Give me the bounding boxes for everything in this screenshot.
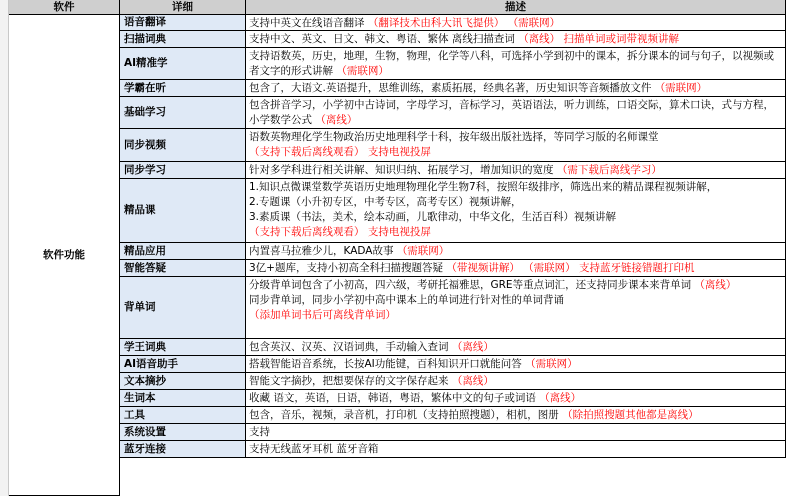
feature-description [246,441,786,458]
description-text: 收藏 语文，英语，日语，韩语，粤语，繁体中文的句子或词语 [249,392,540,404]
note-text: （需联网） [523,262,576,274]
feature-name [120,48,246,80]
feature-name [120,260,246,277]
note-text: （添加单词书后可离线背单词） [249,309,396,321]
note-text: （需联网） [507,17,561,29]
feature-description [246,407,786,424]
feature-description [246,31,786,48]
feature-description [246,48,786,80]
description-text: 包含，音乐，视频，录音机，打印机（支持拍照搜题），相机，图册 [249,409,563,421]
feature-name [120,407,246,424]
feature-name-text: 学王词典 [124,340,166,353]
header-detail: 详细 [120,0,246,15]
note-text: （除拍照搜题其他都是离线） [562,409,699,421]
feature-name [120,441,246,458]
feature-description [246,243,786,260]
note-text: 支持电视投屏 [367,146,431,158]
feature-name-text: 智能答疑 [124,261,166,274]
description-text: 分级背单词包含了小初高，四六级，考研托福雅思，GRE等重点词汇，还支持同步课本来背单词 [249,279,695,291]
feature-name [120,80,246,97]
note-text: （需联网） [396,245,450,257]
feature-name [120,243,246,260]
feature-description [246,162,786,179]
note-text: 支持蓝牙链接错题打印机 [579,262,695,274]
feature-name [120,390,246,407]
feature-description [246,424,786,441]
feature-description [246,129,786,162]
note-text: （离线） [539,392,582,404]
sheet-left-gutter [0,0,9,496]
note-text: （离线） [315,114,358,126]
description-text: 内置喜马拉雅少儿，KADA故事 [249,245,397,257]
feature-name-text: 工具 [124,408,145,421]
description-text: 3亿+题库，支持小初高全科扫描搜题答疑 [249,262,447,274]
note-text: （需下载后离线学习） [556,164,662,176]
description-text: 智能文字摘抄，把想要保存的文字保存起来 [249,375,452,387]
feature-name-text: 精品应用 [124,244,166,257]
feature-name-text: 扫描词典 [124,32,166,45]
feature-name [120,356,246,373]
feature-name-text: 同步学习 [124,163,166,176]
feature-description [246,97,786,129]
note-text: （支持下载后离线观看） [249,226,365,238]
feature-name-text: 基础学习 [124,106,166,118]
feature-name [120,339,246,356]
description-text: 语数英物理化学生物政治历史地理科学十科，按年级出版社选择，等同学习版的名师课堂 [249,131,659,143]
feature-name [120,373,246,390]
feature-name-text: 蓝牙连接 [124,442,166,455]
feature-name [120,129,246,162]
description-text: 包含英汉、汉英、汉语词典，手动输入查词 [249,341,452,353]
description-text: 同步背单词，同步小学初中高中课本上的单词进行针对性的单词背诵 [249,294,564,306]
feature-name [120,162,246,179]
note-text: （翻译技术由科大讯飞提供） [367,17,505,29]
category-cell: 软件功能 [9,15,120,496]
feature-name-text: AI精准学 [124,57,168,69]
note-text: （需联网） [336,65,389,77]
description-text: 支持 [249,426,270,438]
feature-name [120,277,246,339]
description-text: 支持无线蓝牙耳机 蓝牙音箱 [249,443,379,455]
feature-description [246,356,786,373]
feature-name [120,424,246,441]
feature-name [120,97,246,129]
feature-name-text: 背单词 [124,301,156,313]
feature-description [246,15,786,31]
note-text: （离线） [451,341,494,353]
feature-name-text: 生词本 [124,391,156,404]
header-software: 软件 [9,0,120,15]
feature-description [246,260,786,277]
feature-name [120,179,246,243]
description-text: 包含了，大语文.英语提升，思维训练，素质拓展，经典名著，历史知识等音频播放文件 [249,82,655,94]
note-text: （离线） [518,33,561,45]
feature-name-text: 精品课 [124,204,156,216]
description-text: 3.素质课（书法，美术，绘本动画，儿歌律动，中华文化，生活百科）视频讲解 [249,211,617,223]
description-text: 搭载智能语音系统，长按AI功能键，百科知识开口就能问答 [249,358,526,370]
note-text: （离线） [451,375,494,387]
description-text: 支持语数英，历史，地理，生物，物理，化学等八科，可选择小学到初中的课本，拆分课本的词与句子，以视频或者文字的形式讲解 [249,50,774,77]
header-description: 描述 [246,0,786,15]
feature-name-text: AI语音助手 [124,357,179,370]
description-text: 支持中英文在线语音翻译 [249,17,368,29]
feature-name-text: 同步视频 [124,138,166,151]
feature-name-text: 系统设置 [124,425,166,438]
feature-description [246,373,786,390]
description-text: 针对多学科进行相关讲解、知识归纳、拓展学习，增加知识的宽度 [249,164,557,176]
feature-description [246,390,786,407]
note-text: （需联网） [654,82,708,94]
feature-name-text: 语音翻译 [124,16,166,28]
feature-description [246,80,786,97]
note-text: （需联网） [525,358,578,370]
feature-name [120,15,246,31]
note-text: （离线） [694,279,737,291]
description-text: 1.知识点微课堂数学英语历史地理物理化学生物7科，按照年级排序，筛选出来的精品课程视频讲解， [249,181,718,193]
feature-name [120,31,246,48]
feature-description [246,179,786,243]
feature-name-text: 文本摘抄 [124,374,166,387]
feature-description [246,339,786,356]
feature-name-text: 学霸在听 [124,81,166,94]
note-text: 扫描单词或词带视频讲解 [563,33,680,45]
feature-description [246,277,786,339]
description-text: 包含拼音学习，小学初中古诗词，字母学习，音标学习，英语语法，听力训练，口语交际，算术口诀，式与方程，小学数学公式 [249,99,774,126]
description-text: 支持中文、英文、日文、韩文、粤语、繁体 离线扫描查词 [249,33,519,45]
note-text: （带视频讲解） [446,262,520,274]
description-text: 2.专题课（小升初专区，中考专区，高考专区）视频讲解， [249,196,522,208]
note-text: 支持电视投屏 [367,226,431,238]
note-text: （支持下载后离线观看） [249,146,365,158]
